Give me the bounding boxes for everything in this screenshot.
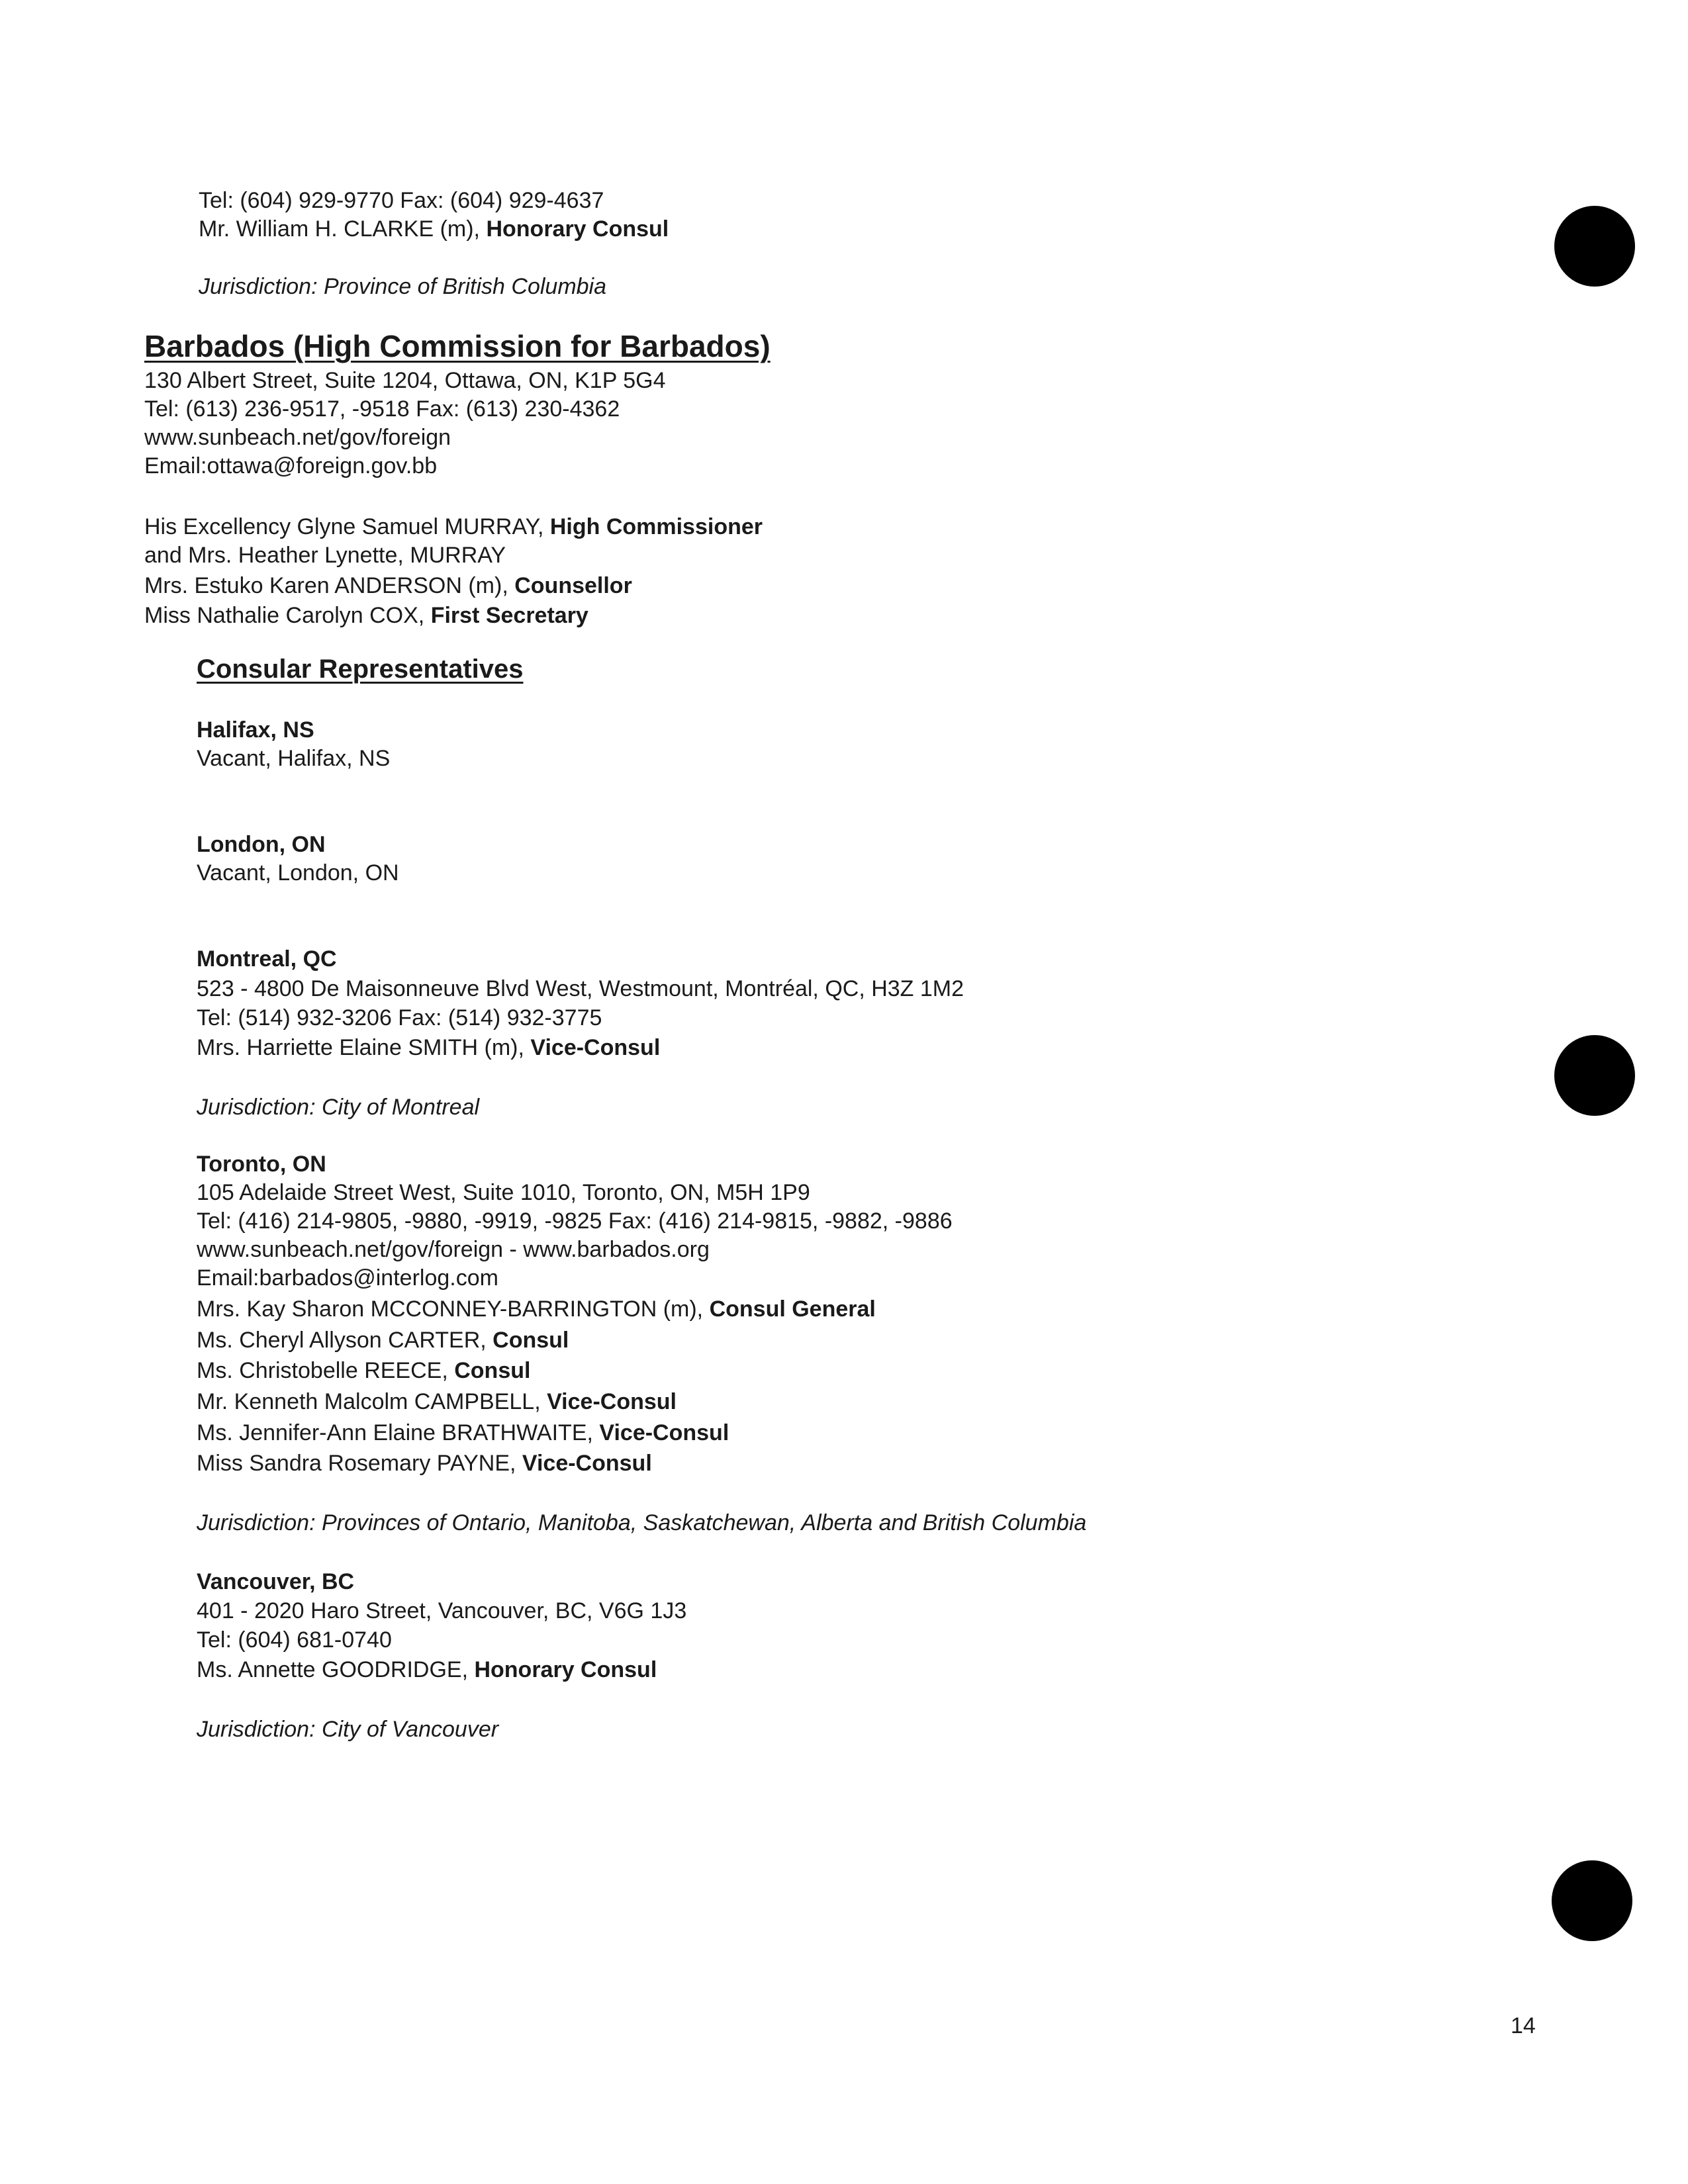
prev-tel: Tel: (604) 929-9770 Fax: (604) 929-4637 [199, 188, 604, 213]
hc-email: Email:ottawa@foreign.gov.bb [144, 453, 438, 478]
montreal-tel: Tel: (514) 932-3206 Fax: (514) 932-3775 [197, 1005, 602, 1030]
hc-staff-3 [144, 602, 588, 630]
hc-address: 130 Albert Street, Suite 1204, Ottawa, ON, K1P 5G4 [144, 368, 666, 393]
punch-hole [1554, 1035, 1635, 1116]
toronto-jurisdiction: Jurisdiction: Provinces of Ontario, Manitoba, Saskatchewan, Alberta and British Columbia [197, 1510, 1087, 1535]
halifax-city: Halifax, NS [197, 717, 314, 743]
toronto-website: www.sunbeach.net/gov/foreign - www.barbados.org [197, 1237, 710, 1262]
staff-name: Mrs. Kay Sharon MCCONNEY-BARRINGTON (m), [197, 1297, 704, 1322]
staff-title: Honorary Consul [474, 1657, 657, 1682]
staff-name: His Excellency Glyne Samuel MURRAY, [144, 514, 544, 539]
toronto-address: 105 Adelaide Street West, Suite 1010, Toronto, ON, M5H 1P9 [197, 1180, 810, 1205]
staff-name: Miss Sandra Rosemary PAYNE, [197, 1451, 516, 1476]
punch-hole [1552, 1860, 1632, 1941]
toronto-staff-1 [197, 1326, 569, 1355]
toronto-staff-0 [197, 1295, 876, 1324]
staff-name: Mr. William H. CLARKE (m), [199, 216, 480, 242]
montreal-jurisdiction: Jurisdiction: City of Montreal [197, 1095, 480, 1120]
toronto-staff-3 [197, 1388, 677, 1416]
hc-tel: Tel: (613) 236-9517, -9518 Fax: (613) 230-4362 [144, 396, 620, 422]
staff-name: Ms. Cheryl Allyson CARTER, [197, 1328, 487, 1353]
staff-title: Consul [454, 1358, 531, 1383]
toronto-city: Toronto, ON [197, 1152, 326, 1177]
toronto-staff-5 [197, 1449, 652, 1478]
vancouver-city: Vancouver, BC [197, 1569, 355, 1594]
staff-title: Consul [492, 1328, 569, 1353]
london-line: Vacant, London, ON [197, 860, 399, 886]
staff-title: First Secretary [430, 603, 588, 628]
halifax-line: Vacant, Halifax, NS [197, 746, 391, 771]
page-number: 14 [1511, 2013, 1536, 2038]
prev-consul [199, 215, 669, 244]
montreal-staff-0 [197, 1034, 660, 1062]
staff-title: Honorary Consul [486, 216, 669, 242]
vancouver-tel: Tel: (604) 681-0740 [197, 1627, 392, 1653]
toronto-staff-2 [197, 1357, 530, 1385]
hc-staff-2 [144, 572, 632, 600]
staff-title: Vice-Consul [599, 1420, 729, 1445]
toronto-tel: Tel: (416) 214-9805, -9880, -9919, -9825 Fax: (416) 214-9815, -9882, -9886 [197, 1208, 953, 1234]
staff-title: Vice-Consul [522, 1451, 652, 1476]
staff-name: Ms. Annette GOODRIDGE, [197, 1657, 469, 1682]
staff-name: Mrs. Estuko Karen ANDERSON (m), [144, 573, 508, 598]
toronto-staff-4 [197, 1419, 729, 1447]
staff-name: Ms. Christobelle REECE, [197, 1358, 448, 1383]
hc-staff-1 [144, 541, 506, 570]
staff-name: Mrs. Harriette Elaine SMITH (m), [197, 1035, 524, 1060]
staff-title: Vice-Consul [530, 1035, 661, 1060]
section-heading-barbados: Barbados (High Commission for Barbados) [144, 329, 771, 363]
staff-name: Miss Nathalie Carolyn COX, [144, 603, 425, 628]
montreal-city: Montreal, QC [197, 946, 337, 972]
hc-website: www.sunbeach.net/gov/foreign [144, 425, 451, 450]
vancouver-jurisdiction: Jurisdiction: City of Vancouver [197, 1717, 499, 1742]
prev-jurisdiction: Jurisdiction: Province of British Columbia [199, 274, 607, 299]
staff-title: High Commissioner [549, 514, 763, 539]
hc-staff-0 [144, 513, 763, 541]
staff-name: and Mrs. Heather Lynette, MURRAY [144, 543, 506, 568]
punch-hole [1554, 206, 1635, 287]
vancouver-staff-0 [197, 1656, 657, 1684]
staff-title: Counsellor [514, 573, 632, 598]
montreal-address: 523 - 4800 De Maisonneuve Blvd West, Westmount, Montréal, QC, H3Z 1M2 [197, 976, 964, 1001]
staff-title: Consul General [709, 1297, 876, 1322]
staff-name: Mr. Kenneth Malcolm CAMPBELL, [197, 1389, 541, 1414]
staff-title: Vice-Consul [547, 1389, 677, 1414]
staff-name: Ms. Jennifer-Ann Elaine BRATHWAITE, [197, 1420, 593, 1445]
vancouver-address: 401 - 2020 Haro Street, Vancouver, BC, V6G 1J3 [197, 1598, 687, 1623]
london-city: London, ON [197, 832, 326, 857]
consular-heading: Consular Representatives [197, 655, 524, 684]
toronto-email: Email:barbados@interlog.com [197, 1265, 498, 1291]
